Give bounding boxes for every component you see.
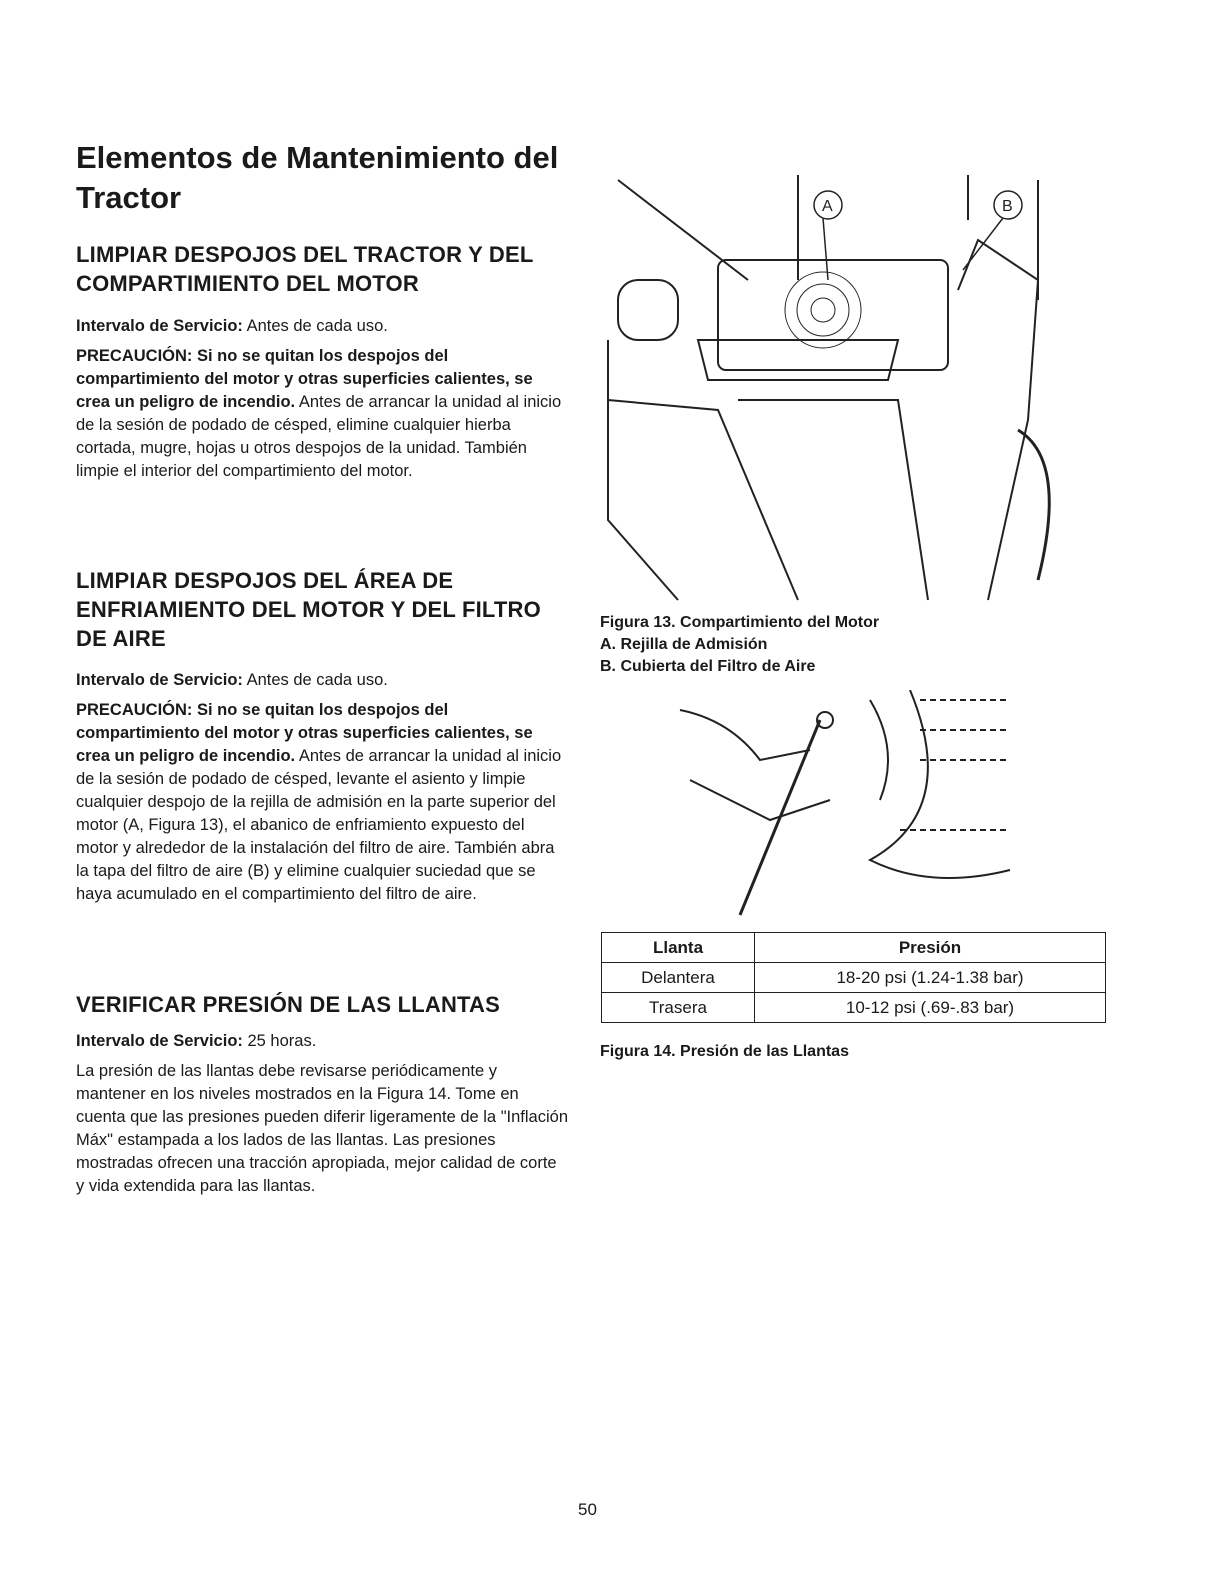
interval-value: Antes de cada uso.	[246, 671, 388, 689]
service-interval	[76, 315, 568, 338]
table-header-row	[602, 933, 1106, 963]
caution-bold: PRECAUCIÓN: Si no se quitan los despojos del compartimiento del motor y otras superficies calientes, se crea un peligro de incendio.	[76, 701, 533, 765]
table-row	[602, 963, 1106, 993]
engine-compartment-illustration	[598, 160, 1068, 605]
callout-b: B	[1002, 198, 1013, 215]
service-interval	[76, 1030, 568, 1053]
caution-paragraph	[76, 699, 568, 906]
table-cell: 10-12 psi (.69-.83 bar)	[755, 993, 1106, 1023]
table-cell: 18-20 psi (1.24-1.38 bar)	[755, 963, 1106, 993]
interval-label: Intervalo de Servicio:	[76, 317, 243, 335]
caution-bold: PRECAUCIÓN: Si no se quitan los despojos del compartimiento del motor y otras superficies calientes, se crea un peligro de incendio.	[76, 347, 533, 411]
figure13-title: Figura 13. Compartimiento del Motor	[600, 614, 880, 631]
table-cell: Delantera	[602, 963, 755, 993]
page-number: 50	[578, 1500, 597, 1519]
figure13-legend-b: B. Cubierta del Filtro de Aire	[600, 658, 816, 675]
table-header: Llanta	[602, 933, 755, 963]
caution-text: Antes de arrancar la unidad al inicio de la sesión de podado de césped, elimine cualquier hierba cortada, mugre, hojas u otros despojos de la unidad. También limpie el interior del compartimiento del motor.	[76, 393, 562, 480]
interval-value: 25 horas.	[247, 1032, 317, 1050]
table-row	[602, 993, 1106, 1023]
interval-value: Antes de cada uso.	[246, 317, 388, 335]
interval-label: Intervalo de Servicio:	[76, 1032, 243, 1050]
figure13-caption	[600, 612, 879, 678]
tire-gauge-illustration	[670, 690, 1020, 925]
tire-pressure-paragraph: La presión de las llantas debe revisarse periódicamente y mantener en los niveles mostrados en la Figura 14. Tome en cuenta que las presiones pueden diferir ligeramente de la "Inflación Máx" estampada a los lados de las llantas. Las presiones mostradas ofrecen una tracción apropiada, mejor calidad de corte y vida extendida para las llantas.	[76, 1062, 569, 1195]
page-title: Elementos de Mantenimiento del Tractor	[76, 140, 559, 215]
interval-label: Intervalo de Servicio:	[76, 671, 243, 689]
tire-pressure-table	[601, 932, 1106, 1023]
service-interval	[76, 669, 568, 692]
caution-text: Antes de arrancar la unidad al inicio de la sesión de podado de césped, levante el asiento y limpie cualquier despojo de la rejilla de admisión en la parte superior del motor (A, Figura 13), el abanico de enfriamiento expuesto del motor y alrededor de la instalación del filtro de aire. También abra la tapa del filtro de aire (B) y elimine cualquier suciedad que se haya acumulado en el compartimiento del filtro de aire.	[76, 747, 562, 903]
table-cell: Trasera	[602, 993, 755, 1023]
callout-a: A	[822, 198, 833, 215]
caution-paragraph	[76, 345, 568, 483]
figure14-caption: Figura 14. Presión de las Llantas	[600, 1043, 849, 1060]
table-header: Presión	[755, 933, 1106, 963]
section-heading-clean-cooling: LIMPIAR DESPOJOS DEL ÁREA DE ENFRIAMIENTO DEL MOTOR Y DEL FILTRO DE AIRE	[76, 568, 541, 651]
figure13-legend-a: A. Rejilla de Admisión	[600, 636, 768, 653]
section-heading-tire-pressure: VERIFICAR PRESIÓN DE LAS LLANTAS	[76, 992, 501, 1017]
section-heading-clean-tractor: LIMPIAR DESPOJOS DEL TRACTOR Y DEL COMPARTIMIENTO DEL MOTOR	[76, 242, 534, 296]
